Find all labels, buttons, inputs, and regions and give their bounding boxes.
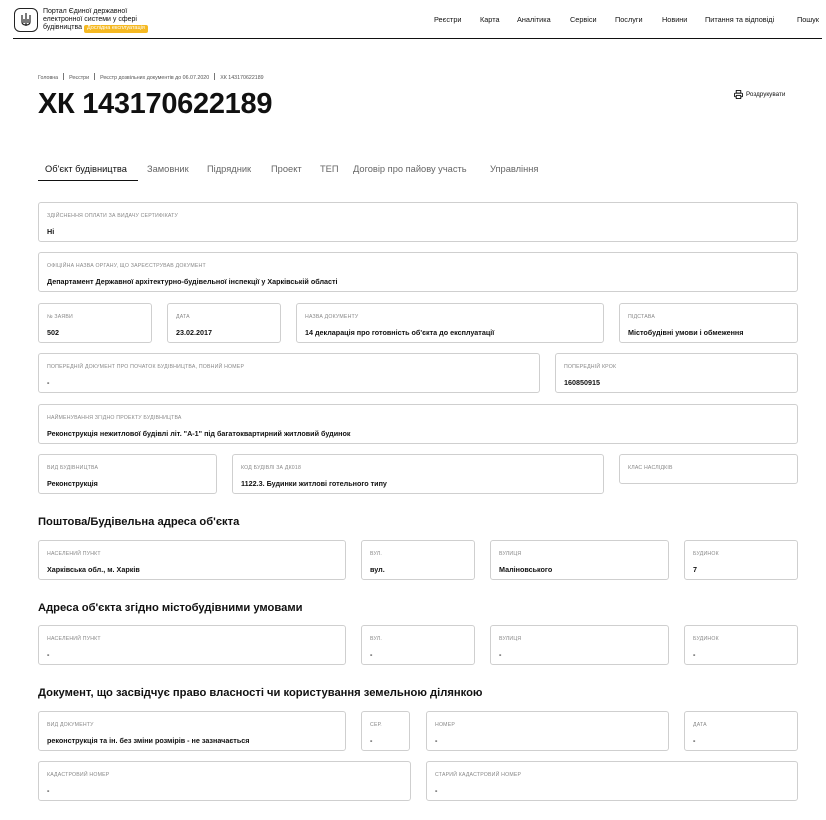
portal-title-line2: електронної системи у сфері (43, 16, 137, 24)
field-value: Департамент Державної архітектурно-будівельної інспекції у Харківській області (47, 277, 338, 286)
postal-street-field (490, 540, 669, 580)
field-label: БУДИНОК (693, 636, 719, 642)
urban-street-field (490, 625, 669, 665)
tab-tep[interactable]: ТЕП (320, 164, 339, 174)
field-label: СЕР. (370, 722, 382, 728)
field-label: КЛАС НАСЛІДКІВ (628, 465, 673, 471)
authority-field (38, 252, 798, 292)
old-cadastral-number-field (426, 761, 798, 801)
nav-search[interactable]: Пошук (797, 15, 819, 24)
field-value: - (693, 736, 696, 745)
field-label: ВУЛ. (370, 636, 383, 642)
printer-icon (734, 90, 743, 99)
field-value: - (47, 378, 50, 387)
field-label: ВУЛИЦЯ (499, 551, 522, 557)
field-value: - (47, 650, 50, 659)
application-number-field (38, 303, 152, 343)
field-value: - (435, 786, 438, 795)
field-value: вул. (370, 565, 385, 574)
portal-title-line1: Портал Єдиної державної (43, 8, 128, 15)
field-label: НАЗВА ДОКУМЕНТУ (305, 314, 359, 320)
field-label: НАЙМЕНУВАННЯ ЗГІДНО ПРОЕКТУ БУДІВНИЦТВА (47, 415, 182, 421)
previous-document-field (38, 353, 540, 393)
date-field (167, 303, 281, 343)
nav-faq[interactable]: Питання та відповіді (705, 15, 775, 24)
urban-settlement-field (38, 625, 346, 665)
land-date-field (684, 711, 798, 751)
breadcrumb-registries[interactable]: Реєстри (69, 75, 90, 81)
document-name-field (296, 303, 604, 343)
field-value: - (370, 736, 373, 745)
header-divider (13, 38, 822, 39)
field-value: 23.02.2017 (176, 328, 212, 337)
active-tab-indicator (38, 180, 138, 181)
consequence-class-field (619, 454, 798, 484)
tab-customer[interactable]: Замовник (147, 164, 189, 174)
tab-project[interactable]: Проект (271, 164, 302, 174)
field-value: 160850915 (564, 378, 600, 387)
field-label: ПІДСТАВА (628, 314, 656, 320)
breadcrumb (38, 73, 264, 81)
payment-field (38, 202, 798, 242)
field-label: ВУЛ. (370, 551, 383, 557)
field-label: ЗДІЙСНЕННЯ ОПЛАТИ ЗА ВИДАЧУ СЕРТИФІКАТУ (47, 213, 179, 219)
field-label: № ЗАЯВИ (47, 314, 73, 320)
field-label: ПОПЕРЕДНІЙ ДОКУМЕНТ ПРО ПОЧАТОК БУДІВНИЦТВА, ПОВНИЙ НОМЕР (47, 364, 245, 370)
field-value: Харківська обл., м. Харків (47, 565, 140, 574)
breadcrumb-registry[interactable]: Реєстр дозвільних документів до 06.07.2020 (100, 75, 210, 81)
land-doc-type-field (38, 711, 346, 751)
field-label: СТАРИЙ КАДАСТРОВИЙ НОМЕР (435, 772, 522, 778)
project-name-field (38, 404, 798, 444)
nav-map[interactable]: Карта (480, 15, 500, 24)
field-value: Реконструкція (47, 479, 98, 488)
building-code-field (232, 454, 604, 494)
construction-type-field (38, 454, 217, 494)
tab-share-agreement[interactable]: Договір про пайову участь (353, 164, 467, 174)
field-label: НАСЕЛЕНИЙ ПУНКТ (47, 551, 101, 557)
field-label: КАДАСТРОВИЙ НОМЕР (47, 772, 110, 778)
tab-contractor[interactable]: Підрядник (207, 164, 252, 174)
nav-offerings[interactable]: Послуги (615, 15, 643, 24)
field-value: 502 (47, 328, 59, 337)
field-label: НОМЕР (435, 722, 456, 728)
field-label: ОФІЦІЙНА НАЗВА ОРГАНУ, ЩО ЗАРЕЄСТРУВАВ ДОКУМЕНТ (47, 263, 206, 269)
field-value: Ні (47, 227, 55, 236)
field-value: Реконструкція нежитлової будівлі літ. "А-1" під багатоквартирний житловий будинок (47, 429, 351, 438)
field-label: ВИД ДОКУМЕНТУ (47, 722, 94, 728)
breadcrumb-current: ХК 143170622189 (220, 75, 264, 81)
previous-step-field (555, 353, 798, 393)
nav-registries[interactable]: Реєстри (434, 15, 462, 24)
field-value: - (370, 650, 373, 659)
portal-title-line3: будівництва (43, 24, 83, 32)
page-title: ХК 143170622189 (38, 88, 273, 120)
land-document-heading: Документ, що засвідчує право власності чи користування земельною ділянкою (38, 687, 483, 699)
beta-badge: Дослідна експлуатація (84, 25, 148, 33)
trident-logo-icon[interactable] (14, 8, 38, 32)
field-value: 14 декларація про готовність об'єкта до експлуатації (305, 328, 495, 337)
field-value: - (435, 736, 438, 745)
postal-settlement-field (38, 540, 346, 580)
field-value: Маліновського (499, 565, 553, 574)
field-value: Містобудівні умови і обмеження (628, 328, 744, 337)
nav-analytics[interactable]: Аналітика (517, 15, 551, 24)
urban-house-field (684, 625, 798, 665)
urban-address-heading: Адреса об'єкта згідно містобудівними умовами (38, 602, 303, 614)
urban-street-type-field (361, 625, 475, 665)
field-label: ПОПЕРЕДНІЙ КРОК (564, 364, 617, 370)
field-value: 7 (693, 565, 697, 574)
land-series-field (361, 711, 410, 751)
field-label: НАСЕЛЕНИЙ ПУНКТ (47, 636, 101, 642)
print-label: Роздрукувати (746, 91, 786, 98)
field-value: - (499, 650, 502, 659)
field-value: реконструкція та ін. без зміни розмірів - не зазначається (47, 736, 250, 745)
field-label: ВИД БУДІВНИЦТВА (47, 465, 99, 471)
basis-field (619, 303, 798, 343)
tab-management[interactable]: Управління (490, 164, 539, 174)
portal-title[interactable] (43, 8, 173, 33)
breadcrumb-home[interactable]: Головна (38, 75, 59, 81)
nav-news[interactable]: Новини (662, 15, 688, 24)
site-header (0, 0, 826, 39)
postal-street-type-field (361, 540, 475, 580)
field-value: - (693, 650, 696, 659)
field-value: - (47, 786, 50, 795)
field-label: ДАТА (693, 722, 707, 728)
land-number-field (426, 711, 669, 751)
print-button[interactable] (734, 90, 785, 99)
cadastral-number-field (38, 761, 411, 801)
field-label: КОД БУДІВЛІ ЗА ДК018 (241, 465, 302, 471)
field-value: 1122.3. Будинки житлові готельного типу (241, 479, 387, 488)
postal-house-field (684, 540, 798, 580)
field-label: ДАТА (176, 314, 190, 320)
nav-services[interactable]: Сервіси (570, 15, 597, 24)
field-label: ВУЛИЦЯ (499, 636, 522, 642)
field-label: БУДИНОК (693, 551, 719, 557)
postal-address-heading: Поштова/Будівельна адреса об'єкта (38, 516, 240, 528)
tab-construction-object[interactable]: Об'єкт будівництва (45, 164, 127, 174)
